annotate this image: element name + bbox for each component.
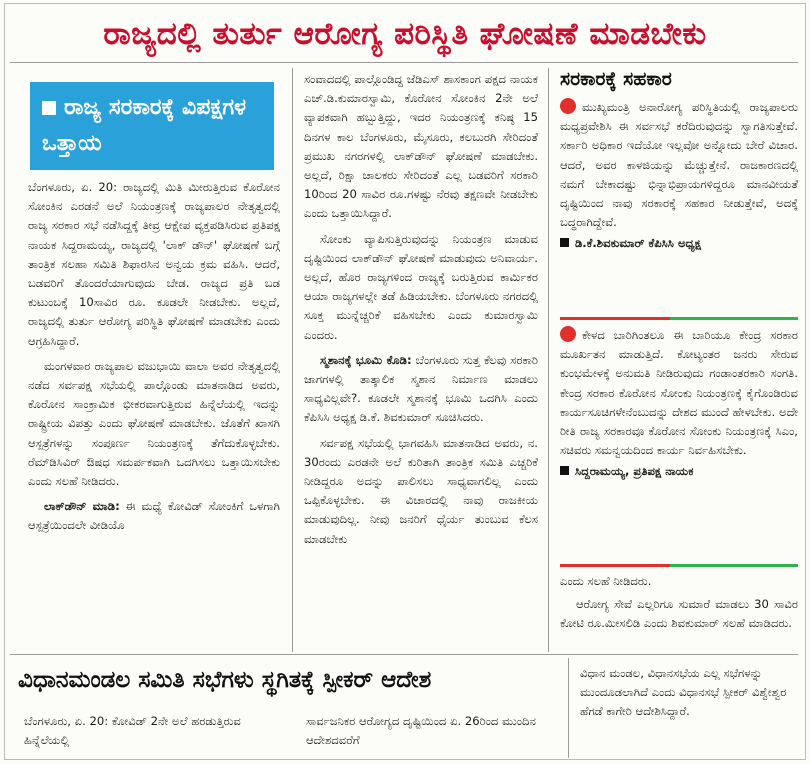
bottom-column-1	[24, 712, 286, 758]
paragraph: ಸಂವಾದದಲ್ಲಿ ಪಾಲ್ಗೊಂಡಿದ್ದ ಜೆಡಿಎಸ್ ಶಾಸಕಾಂಗ ಪಕ್ಷದ ನಾಯಕ ಎಚ್.ಡಿ.ಕುಮಾರಸ್ವಾಮಿ, ಕೊರೋನ ಸೋಂಕಿನ 2ನೇ ಅಲೆ ವ್ಯಾಪಕವಾಗಿ ಹಬ್ಬುತ್ತಿದ್ದು, ಇದರ ನಿಯಂತ್ರಣಕ್ಕೆ ಕನಿಷ್ಠ 15 ದಿನಗಳ ಕಾಲ ಬೆಂಗಳೂರು, ಮೈಸೂರು, ಕಲಬುರಗಿ ಸೇರಿದಂತೆ ಪ್ರಮುಖ ನಗರಗಳಲ್ಲಿ ಲಾಕ್‌ಡೌನ್ ಘೋಷಣೆ ಮಾಡಬೇಕು. ಅಲ್ಲದೆ, ರಿಕ್ಷಾ ಚಾಲಕರು ಸೇರಿದಂತೆ ಎಲ್ಲ ಬಡವರಿಗೆ ಸರಕಾರಿ 10ರಿಂದ 20 ಸಾವಿರ ರೂ.ಗಳಷ್ಟು ನೆರವು ತಕ್ಷಣವೇ ನೀಡಬೇಕು ಎಂದು ಒತ್ತಾಯಿಸಿದ್ದಾರೆ.	[304, 72, 538, 221]
article-column-1	[28, 178, 280, 652]
section-divider	[10, 654, 798, 655]
column-divider	[292, 68, 293, 652]
paragraph: ಆರೋಗ್ಯ ಸೇವೆ ಎಲ್ಲರಿಗೂ ಸುಮಾರೆ ಮಾಡಲು 30 ಸಾವಿರ ಕೋಟಿ ರೂ.ಮೀಸಲಿಡಿ ಎಂದು ಶಿವಕುಮಾರ್ ಸಲಹೆ ಮಾಡಿದರು.	[560, 597, 798, 631]
paragraph: ವಿಧಾನ ಮಂಡಲ, ವಿಧಾನಸಭೆಯ ಎಲ್ಲ ಸಭೆಗಳನ್ನು ಮುಂದೂಡಲಾಗಿದೆ ಎಂದು ವಿಧಾನಸಭೆ ಸ್ಪೀಕರ್ ವಿಶ್ವೇಶ್ವರ ಹೆಗಡೆ ಕಾಗೇರಿ ಆದೇಶಿಸಿದ್ದಾರೆ.	[580, 666, 787, 719]
quote-block-2	[560, 326, 798, 482]
square-bullet-icon	[560, 466, 569, 475]
paragraph	[28, 497, 280, 535]
color-rule	[560, 317, 670, 320]
column-divider	[548, 68, 549, 652]
byline	[560, 462, 798, 481]
article-column-2	[304, 70, 538, 654]
red-dot-icon	[560, 98, 576, 114]
bottom-headline: ವಿಧಾನಮಂಡಲ ಸಮಿತಿ ಸಭೆಗಳು ಸ್ಥಗಿತಕ್ಕೆ ಸ್ಪೀಕರ್ ಆದೇಶ	[18, 667, 432, 693]
square-bullet-icon	[42, 101, 56, 115]
paragraph: ಬೆಂಗಳೂರು, ಏ. 20: ರಾಜ್ಯದಲ್ಲಿ ಮಿತಿ ಮೀರುತ್ತಿರುವ ಕೊರೋನ ಸೋಂಕಿನ ಎರಡನೆ ಅಲೆ ನಿಯಂತ್ರಣಕ್ಕೆ ರಾಜ್ಯಪಾಲರ ನೇತೃತ್ವದಲ್ಲಿ ರಾಜ್ಯ ಸರಕಾರ ಸಭೆ ನಡೆಸಿದ್ದಕ್ಕೆ ತೀವ್ರ ಆಕ್ಷೇಪ ವ್ಯಕ್ತಪಡಿಸಿರುವ ಪ್ರತಿಪಕ್ಷ ನಾಯಕ ಸಿದ್ದರಾಮಯ್ಯ, ರಾಜ್ಯದಲ್ಲಿ 'ಲಾಕ್ ಡೌನ್' ಘೋಷಣೆ ಬಗ್ಗೆ ತಾಂತ್ರಿಕ ಸಲಹಾ ಸಮಿತಿ ಶಿಫಾರಸಿನ ಅನ್ವಯ ಕ್ರಮ ವಹಿಸಿ. ಆದರೆ, ಬಡವರಿಗೆ ತೊಂದರೆಯಾಗುವುದು ಬೇಡ. ರಾಜ್ಯದ ಪ್ರತಿ ಬಡ ಕುಟುಂಬಕ್ಕೆ 10ಸಾವಿರ ರೂ. ಕೂಡಲೇ ನೀಡಬೇಕು. ಅಲ್ಲದೆ, ರಾಜ್ಯದಲ್ಲಿ ತುರ್ತು ಆರೋಗ್ಯ ಪರಿಸ್ಥಿತಿ ಘೋಷಣೆ ಮಾಡಬೇಕು ಎಂದು ಆಗ್ರಹಿಸಿದ್ದಾರೆ.	[28, 180, 280, 348]
subheading: ಲಾಕ್‌ಡೌನ್ ಮಾಡಿ:	[44, 499, 120, 514]
paragraph: ಬೆಂಗಳೂರು, ಏ. 20: ಕೋವಿಡ್ 2ನೇ ಅಲೆ ಹರಡುತ್ತಿರುವ ಹಿನ್ನೆಲೆಯಲ್ಲಿ	[24, 714, 241, 748]
paragraph-text: ಈ ಮಧ್ಯೆ ಕೋವಿಡ್ ಸೋಂಕಿಗೆ ಒಳಗಾಗಿ ಆಸ್ಪತ್ರೆಯಿಂದಲೇ ವೀಡಿಯೊ	[28, 499, 280, 533]
article-column-3-tail	[560, 572, 798, 634]
paragraph	[304, 351, 538, 428]
column-divider	[568, 658, 569, 758]
byline-text: ಡಿ.ಕೆ.ಶಿವಕುಮಾರ್ ಕೆಪಿಸಿಸಿ ಅಧ್ಯಕ್ಷ	[575, 236, 702, 251]
bottom-column-2	[306, 712, 556, 758]
sidebar-title: ರಾಜ್ಯ ಸರಕಾರಕ್ಕೆ ವಿಪಕ್ಷಗಳ ಒತ್ತಾಯ	[42, 95, 247, 156]
byline-text: ಸಿದ್ದರಾಮಯ್ಯ, ಪ್ರತಿಪಕ್ಷ ನಾಯಕ	[575, 464, 694, 479]
color-rule	[670, 564, 798, 567]
square-bullet-icon	[560, 238, 569, 247]
color-rule	[670, 317, 798, 320]
paragraph: ಸಾರ್ವಜನಿಕರ ಆರೋಗ್ಯದ ದೃಷ್ಟಿಯಿಂದ ಏ. 26ರಿಂದ ಮುಂದಿನ ಆದೇಶದವರೆಗೆ	[306, 714, 536, 748]
paragraph: ಮಂಗಳವಾರ ರಾಜ್ಯಪಾಲ ವಜುಭಾಯಿ ವಾಲಾ ಅವರ ನೇತೃತ್ವದಲ್ಲಿ ನಡೆದ ಸರ್ವಪಕ್ಷ ಸಭೆಯಲ್ಲಿ ಪಾಲ್ಗೊಂಡು ಮಾತನಾಡಿದ ಅವರು, ಕೊರೋನ ಸಾಂಕ್ರಾಮಿಕ ಭೀಕರವಾಗುತ್ತಿರುವ ಹಿನ್ನೆಲೆಯಲ್ಲಿ ಇದನ್ನು ರಾಷ್ಟ್ರೀಯ ವಿಪತ್ತು ಎಂದು ಘೋಷಣೆ ಮಾಡಬೇಕು. ಜೊತೆಗೆ ಖಾಸಗಿ ಆಸ್ಪತ್ರೆಗಳನ್ನು ಸಂಪೂರ್ಣ ನಿಯಂತ್ರಣಕ್ಕೆ ತೆಗೆದುಕೊಳ್ಳಬೇಕು. ರೆಮ್‌ಡಿಸಿವಿರ್ ಔಷಧ ಸಮರ್ಪಕವಾಗಿ ಒದಗಿಸಲು ಒತ್ತಾಯಿಸಬೇಕು ಎಂದು ಸಲಹೆ ನೀಡಿದರು.	[28, 358, 280, 489]
red-dot-icon	[560, 326, 576, 342]
quote-text: ಕೇಳದ ಬಾರಿಗಿಂತಲೂ ಈ ಬಾರಿಯೂ ಕೇಂದ್ರ ಸರಕಾರ ಮೂರ್ಖತನ ಮಾಡುತ್ತಿದೆ. ಕೋಟ್ಯಂತರ ಜನರು ಸೇರುವ ಕುಂಭಮೇಳಕ್ಕೆ ಅನುಮತಿ ನೀಡಿರುವುದು ಗಂಡಾಂತರಕಾರಿ ಸಂಗತಿ. ಕೇಂದ್ರ ಸರಕಾರ ಕೊರೋನ ಸೋಂಕು ನಿಯಂತ್ರಣಕ್ಕೆ ಕೈಗೊಂಡಿರುವ ಕಾರ್ಯಸೂಚಿಗಳೇನೆಂಬುದನ್ನು ದೇಶದ ಮುಂದೆ ಹೇಳಬೇಕು. ಅದೇ ರೀತಿ ರಾಜ್ಯ ಸರಕಾರವೂ ಕೊರೋನ ಸೋಂಕು ನಿಯಂತ್ರಣಕ್ಕೆ ಸಿಎಂ, ಸಚಿವರು ಸಮನ್ವಯದಿಂದ ಕಾರ್ಯ ನಿರ್ವಹಿಸಬೇಕು.	[560, 328, 798, 458]
sidebar-title-box	[30, 82, 274, 170]
quote-text: ಮುಖ್ಯಮಂತ್ರಿ ಅನಾರೋಗ್ಯ ಪರಿಸ್ಥಿತಿಯಲ್ಲಿ ರಾಜ್ಯಪಾಲರು ಮಧ್ಯಪ್ರವೇಶಿಸಿ ಈ ಸರ್ವಸಭೆ ಕರೆದಿರುವುದನ್ನು ಸ್ವಾಗತಿಸುತ್ತೇವೆ. ಸರ್ಕಾರಿ ಅಧಿಕಾರ ಇದೆಯೋ ಇಲ್ಲವೋ ಅನ್ನೋದು ಬೇರೆ ವಿಚಾರ. ಆದರೆ, ಅವರ ಕಾಳಜಿಯನ್ನು ಮೆಚ್ಚುತ್ತೇನೆ. ರಾಜಕಾರಣದಲ್ಲಿ ನಮಗೆ ಬೇಕಾದಷ್ಟು ಭಿನ್ನಾಭಿಪ್ರಾಯಗಳಿದ್ದರೂ ಮಾನವೀಯತೆ ದೃಷ್ಟಿಯಿಂದ ನಾವು ಸರಕಾರಕ್ಕೆ ಸಹಕಾರ ನೀಡುತ್ತೇವೆ, ಅದಕ್ಕೆ ಬದ್ಧರಾಗಿದ್ದೇವೆ.	[560, 100, 798, 230]
quote-block-1	[560, 98, 798, 254]
paragraph-text: ಬೆಂಗಳೂರು ಸುತ್ತ ಕೆಲವು ಸರಕಾರಿ ಜಾಗಗಳಲ್ಲಿ ತಾತ್ಕಾಲಿಕ ಸ್ಮಶಾನ ನಿರ್ಮಾಣ ಮಾಡಲು ಸಾಧ್ಯವಿಲ್ಲವೇ?. ಕೂಡಲೇ ಸ್ಮಶಾನಕ್ಕೆ ಭೂಮಿ ಒದಗಿಸಿ ಎಂದು ಕೆಪಿಸಿಸಿ ಅಧ್ಯಕ್ಷ ಡಿ.ಕೆ. ಶಿವಕುಮಾರ್ ಸೂಚಿಸಿದರು.	[304, 352, 538, 425]
main-headline: ರಾಜ್ಯದಲ್ಲಿ ತುರ್ತು ಆರೋಗ್ಯ ಪರಿಸ್ಥಿತಿ ಘೋಷಣೆ ಮಾಡಬೇಕು	[103, 16, 707, 52]
paragraph: ಸೋಂಕು ವ್ಯಾಪಿಸುತ್ತಿರುವುದನ್ನು ನಿಯಂತ್ರಣ ಮಾಡುವ ದೃಷ್ಟಿಯಿಂದ ಲಾಕ್‌ಡೌನ್ ಘೋಷಣೆ ಮಾಡುವುದು ಅನಿವಾರ್ಯ. ಅಲ್ಲದೆ, ಹೊರ ರಾಜ್ಯಗಳಿಂದ ರಾಜ್ಯಕ್ಕೆ ಬರುತ್ತಿರುವ ಕಾರ್ಮಿಕರ ಆಯಾ ರಾಜ್ಯಗಳಲ್ಲೇ ತಡೆ ಹಿಡಿಯಬೇಕು. ಬೆಂಗಳೂರು ನಗರದಲ್ಲಿ ಸೂಕ್ತ ಮುನ್ನೆಚ್ಚರಿಕೆ ವಹಿಸಬೇಕು ಎಂದು ಕುಮಾರಸ್ವಾಮಿ ಎಂದರು.	[304, 231, 538, 342]
paragraph: ಸರ್ವಪಕ್ಷ ಸಭೆಯಲ್ಲಿ ಭಾಗವಹಿಸಿ ಮಾತನಾಡಿದ ಅವರು, ನ. 30ರಂದು ಎರಡನೇ ಅಲೆ ಕುರಿತಾಗಿ ತಾಂತ್ರಿಕ ಸಮಿತಿ ಎಚ್ಚರಿಕೆ ನೀಡಿದ್ದರೂ ಅದನ್ನು ಪಾಲಿಸಲು ಸಾಧ್ಯವಾಗಲಿಲ್ಲ ಎಂದು ಒಪ್ಪಿಕೊಳ್ಳಬೇಕು. ಈ ವಿಚಾರದಲ್ಲಿ ನಾವು ರಾಜಕೀಯ ಮಾಡುವುದಿಲ್ಲ. ನೀವು ಜನರಿಗೆ ಧೈರ್ಯ ತುಂಬುವ ಕೆಲಸ ಮಾಡಬೇಕು	[304, 435, 538, 546]
byline	[560, 234, 798, 253]
subheading: ಸ್ಮಶಾನಕ್ಕೆ ಭೂಮಿ ಕೊಡಿ:	[320, 352, 412, 367]
bottom-column-3	[580, 664, 798, 756]
paragraph: ಎಂದು ಸಲಹೆ ನೀಡಿದರು.	[560, 574, 652, 588]
sidebar-heading: ಸರಕಾರಕ್ಕೆ ಸಹಕಾರ	[560, 68, 672, 90]
color-rule	[560, 564, 670, 567]
